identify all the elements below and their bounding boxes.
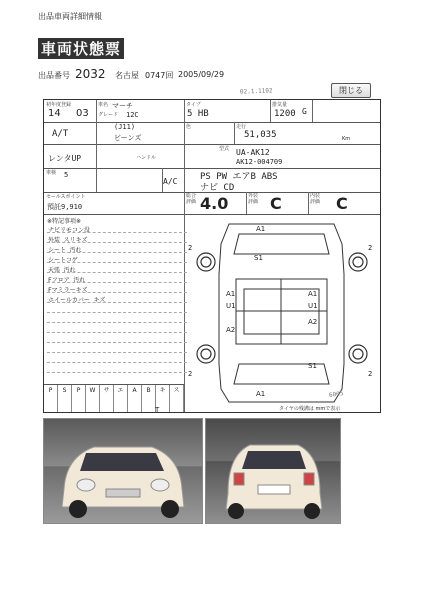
- row-shift-grade: [44, 122, 380, 145]
- cell-type: タイプ 5 HB: [184, 100, 271, 122]
- notes-title: ※特記事項※: [47, 218, 82, 225]
- note-item: シート 汚れ: [48, 247, 82, 254]
- venue: 名古屋: [115, 71, 139, 80]
- cell-sales-point: セールスポイント 預託9,910: [44, 192, 185, 214]
- note-item: 外装 スリキズ: [48, 237, 88, 244]
- cell-interior-score: 内装評価 C: [310, 193, 348, 213]
- equipment-cell: P: [44, 385, 58, 412]
- row-score: [44, 192, 380, 215]
- car-front-image: [44, 419, 202, 523]
- note-item: ホイールカバー キズ: [48, 297, 106, 304]
- equipment-cell: S: [58, 385, 72, 412]
- equipment-cell: キ: [156, 385, 170, 412]
- tire-depth-label: タイヤの残溝は mmで表示: [279, 406, 341, 412]
- note-item: Fマミラーキズ: [48, 287, 88, 294]
- notes-panel: [44, 214, 185, 412]
- equipment-cell: ス: [170, 385, 184, 412]
- cell-mileage: 走行 51,035 Km: [236, 124, 351, 142]
- equipment-cell: A: [128, 385, 142, 412]
- cell-grade-name: (J11) ビーンズ: [96, 122, 185, 144]
- lot-label: 出品番号: [38, 71, 70, 80]
- car-diagram: A1 S1 A1 U1 A1 U1 A2 A2 S1 A1 2 2 2 2 タイヤの残溝は mmで表示: [184, 214, 380, 412]
- cell-handle: ハンドル: [96, 144, 185, 168]
- lot-number: 2032: [75, 67, 106, 81]
- row-history-model: [44, 144, 380, 169]
- equipment-grid: [44, 384, 184, 413]
- equipment-cell: W: [86, 385, 100, 412]
- handwritten-note: 02.1.1102: [239, 87, 273, 96]
- cell-exterior-score: 外装評価 C: [246, 192, 309, 214]
- cell-blank: [96, 168, 163, 192]
- page-title: 出品車両詳細情報: [38, 12, 102, 21]
- cell-total-score: 総合評価 4.0: [184, 192, 247, 214]
- car-outline-svg: [184, 214, 380, 412]
- car-rear-image: [206, 419, 340, 523]
- cell-model: 型式 UA-AK12 AK12-004709: [219, 146, 283, 166]
- rear-photo: [205, 418, 341, 524]
- cell-car-name: 車名 マーチ グレード 12C: [96, 100, 185, 122]
- auction-time: 0747回: [145, 71, 174, 80]
- equipment-cell: B: [142, 385, 156, 412]
- sheet-title: 車両状態票: [38, 38, 124, 59]
- total-score: 4.0: [200, 194, 229, 213]
- cell-aircon: A/C: [162, 168, 185, 192]
- note-item: 天張 汚れ: [48, 267, 76, 274]
- note-item: ナビリモコン没: [48, 227, 91, 234]
- auction-date: 2005/09/29: [178, 70, 225, 79]
- cell-color: 色: [184, 122, 235, 144]
- row-year-car: [44, 100, 380, 123]
- row-equipment: [44, 168, 380, 193]
- equipment-cell: サ: [100, 385, 114, 412]
- close-button[interactable]: 閉じる: [331, 83, 371, 98]
- cell-inspect: 車検 5: [44, 168, 97, 192]
- note-item: Fフロア 汚れ: [48, 277, 86, 284]
- cell-year: 初年度登録 14 03: [44, 100, 97, 122]
- cell-displacement: 排気量 1200 G: [270, 100, 313, 122]
- inspection-sheet: [43, 99, 381, 413]
- t-mark: T: [155, 406, 160, 414]
- cell-equipment: PS PW エアB ABS ナビ CD: [200, 172, 278, 193]
- equipment-cell: P: [72, 385, 86, 412]
- front-photo: [43, 418, 203, 524]
- note-item: シートコゲ: [48, 257, 78, 264]
- equipment-cell: エ: [114, 385, 128, 412]
- handwritten-side: 6005: [328, 390, 344, 399]
- cell-history: レンタUP: [44, 144, 97, 168]
- cell-shift: A/T: [44, 122, 97, 144]
